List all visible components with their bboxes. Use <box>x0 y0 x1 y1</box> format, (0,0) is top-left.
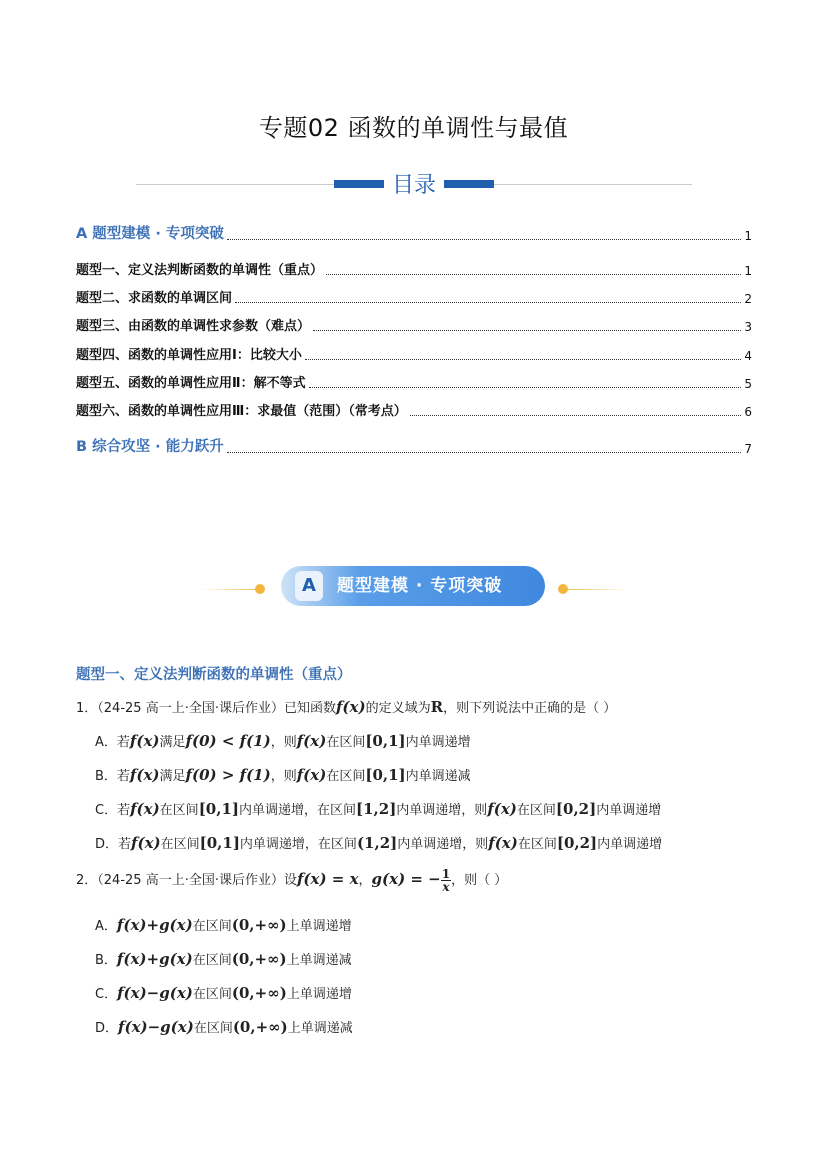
question-2-option-a[interactable]: A．f(x)+g(x)在区间(0,+∞)上单调递增 <box>95 916 352 934</box>
toc-entry-text: 题型一、定义法判断函数的单调性（重点） <box>76 263 324 278</box>
toc-entry-page: 7 <box>744 442 752 456</box>
toc-entry-text: 题型二、求函数的单调区间 <box>76 291 233 306</box>
page-title: 专题02 函数的单调性与最值 <box>258 114 569 142</box>
question-2-stem: 2．（24-25 高一上·全国·课后作业）设f(x) = x，g(x) = − $\frac{1}{x}$ ，则（ ） <box>76 867 508 894</box>
section-letter: A <box>295 571 323 601</box>
toc-entry[interactable] <box>76 315 752 334</box>
toc-entry-text: A 题型建模 · 专项突破 <box>76 226 224 242</box>
toc-entry-page: 3 <box>744 320 752 334</box>
question-1-option-c[interactable]: C．若f(x)在区间[0,1]内单调递增，在区间[1,2]内单调递增，则f(x)在区间[0,2]内单调递增 <box>95 800 662 818</box>
toc-entry-text: 题型四、函数的单调性应用Ⅰ：比较大小 <box>76 348 302 363</box>
toc-entry[interactable] <box>76 435 752 456</box>
toc-bar-right <box>444 180 494 188</box>
toc-entry[interactable] <box>76 259 752 278</box>
toc-entry[interactable] <box>76 372 752 391</box>
question-1-option-a[interactable]: A．若f(x)满足f(0) < f(1)，则f(x)在区间[0,1]内单调递增 <box>95 732 471 750</box>
question-2-option-d[interactable]: D．f(x)−g(x)在区间(0,+∞)上单调递减 <box>95 1018 353 1036</box>
section-title: 题型建模 · 专项突破 <box>337 576 503 596</box>
type-heading: 题型一、定义法判断函数的单调性（重点） <box>76 667 352 683</box>
dot-icon <box>255 584 265 594</box>
toc-entry-page: 6 <box>744 405 752 419</box>
section-badge <box>281 566 545 606</box>
toc-entry[interactable] <box>76 400 752 419</box>
section-badge-banner <box>0 566 827 606</box>
toc-entry-text: 题型五、函数的单调性应用Ⅱ：解不等式 <box>76 376 306 391</box>
toc-entry-text: 题型六、函数的单调性应用Ⅲ：求最值（范围）（常考点） <box>76 404 407 419</box>
question-1-stem: 1．（24-25 高一上·全国·课后作业）已知函数f(x)的定义域为R，则下列说法中正确的是（ ） <box>76 698 617 716</box>
toc-label: 目录 <box>384 168 444 199</box>
toc-entry[interactable] <box>76 222 752 243</box>
toc-entry-text: 题型三、由函数的单调性求参数（难点） <box>76 319 311 334</box>
toc-entry-page: 2 <box>744 292 752 306</box>
toc-entry-page: 4 <box>744 349 752 363</box>
question-2-option-c[interactable]: C．f(x)−g(x)在区间(0,+∞)上单调递增 <box>95 984 352 1002</box>
toc-entry-page: 1 <box>744 229 752 243</box>
dot-icon <box>558 584 568 594</box>
question-1-option-b[interactable]: B．若f(x)满足f(0) > f(1)，则f(x)在区间[0,1]内单调递减 <box>95 766 471 784</box>
question-1-option-d[interactable]: D．若f(x)在区间[0,1]内单调递增，在区间(1,2]内单调递增，则f(x)在区间[0,2]内单调递增 <box>95 834 663 852</box>
toc-entry[interactable] <box>76 287 752 306</box>
toc-banner <box>136 170 692 196</box>
question-2-option-b[interactable]: B．f(x)+g(x)在区间(0,+∞)上单调递减 <box>95 950 352 968</box>
toc-bar-left <box>334 180 384 188</box>
toc-entry-page: 5 <box>744 377 752 391</box>
toc-entry[interactable] <box>76 344 752 363</box>
fraction: $\frac{1}{x}$ <box>441 867 451 894</box>
toc-entry-page: 1 <box>744 264 752 278</box>
toc-entry-text: B 综合攻坚 · 能力跃升 <box>76 439 224 455</box>
